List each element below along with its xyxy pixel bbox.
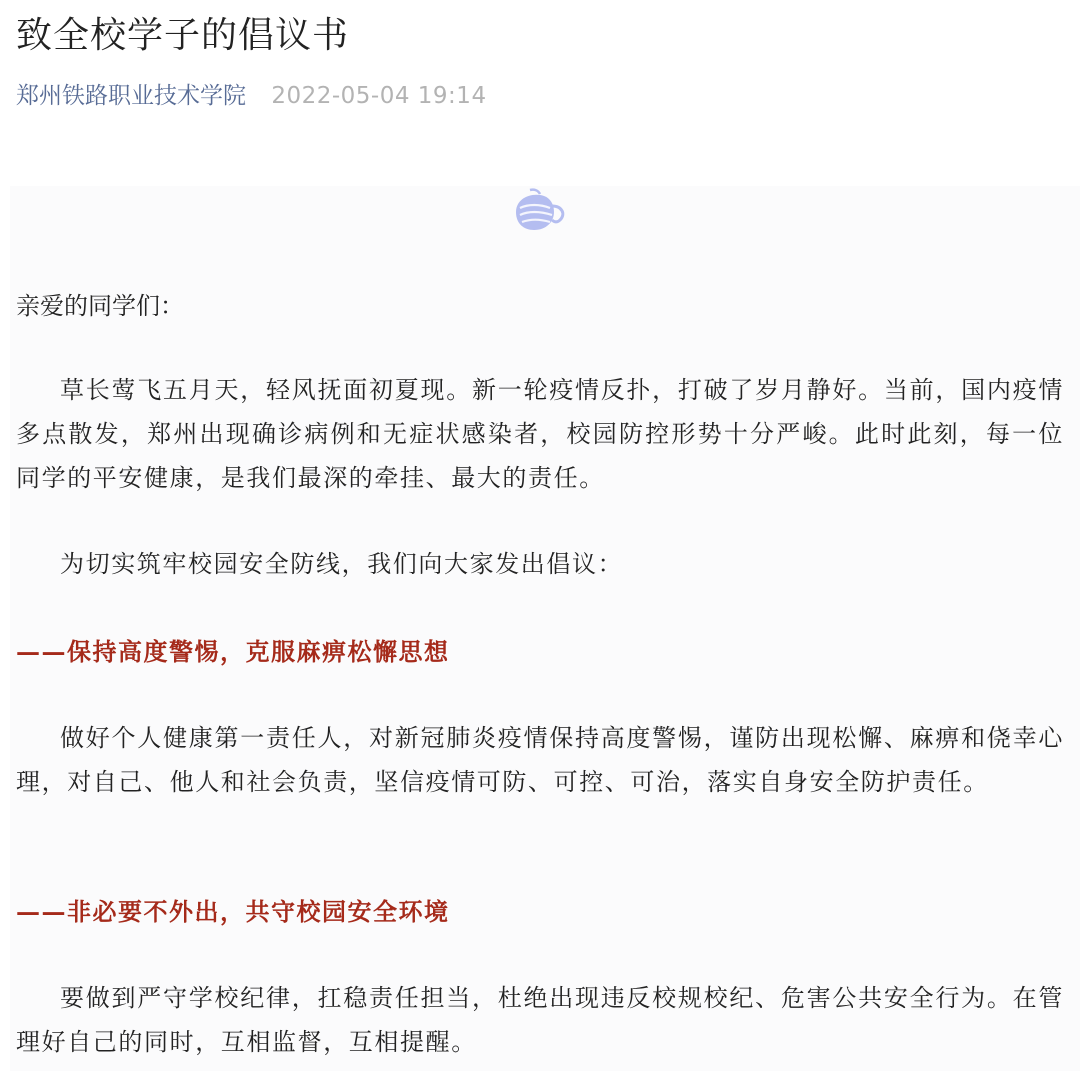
article-title: 致全校学子的倡议书 <box>16 15 350 56</box>
article-meta <box>16 78 487 114</box>
paragraph-vigilance: 做好个人健康第一责任人，对新冠肺炎疫情保持高度警惕，谨防出现松懈、麻痹和侥幸心理，对自己、他人和社会负责，坚信疫情可防、可控、可治，落实自身安全防护责任。 <box>16 724 1064 796</box>
face-mask-icon <box>510 188 570 236</box>
section-heading-vigilance: ——保持高度警惕，克服麻痹松懈思想 <box>16 637 450 666</box>
paragraph-stay-in: 要做到严守学校纪律，扛稳责任担当，杜绝出现违反校规校纪、危害公共安全行为。在管理好自己的同时，互相监督，互相提醒。 <box>16 984 1064 1056</box>
greeting: 亲爱的同学们： <box>16 292 184 320</box>
account-name-link[interactable]: 郑州铁路职业技术学院 <box>16 83 246 109</box>
publish-time: 2022-05-04 19:14 <box>271 83 487 109</box>
paragraph-proposal: 为切实筑牢校园安全防线，我们向大家发出倡议： <box>60 550 624 578</box>
paragraph-intro: 草长莺飞五月天，轻风抚面初夏现。新一轮疫情反扑，打破了岁月静好。当前，国内疫情多点散发，郑州出现确诊病例和无症状感染者，校园防控形势十分严峻。此时此刻，每一位同学的平安健康，是我们最深的牵挂、最大的责任。 <box>16 376 1064 492</box>
section-heading-stay-in: ——非必要不外出，共守校园安全环境 <box>16 897 450 926</box>
